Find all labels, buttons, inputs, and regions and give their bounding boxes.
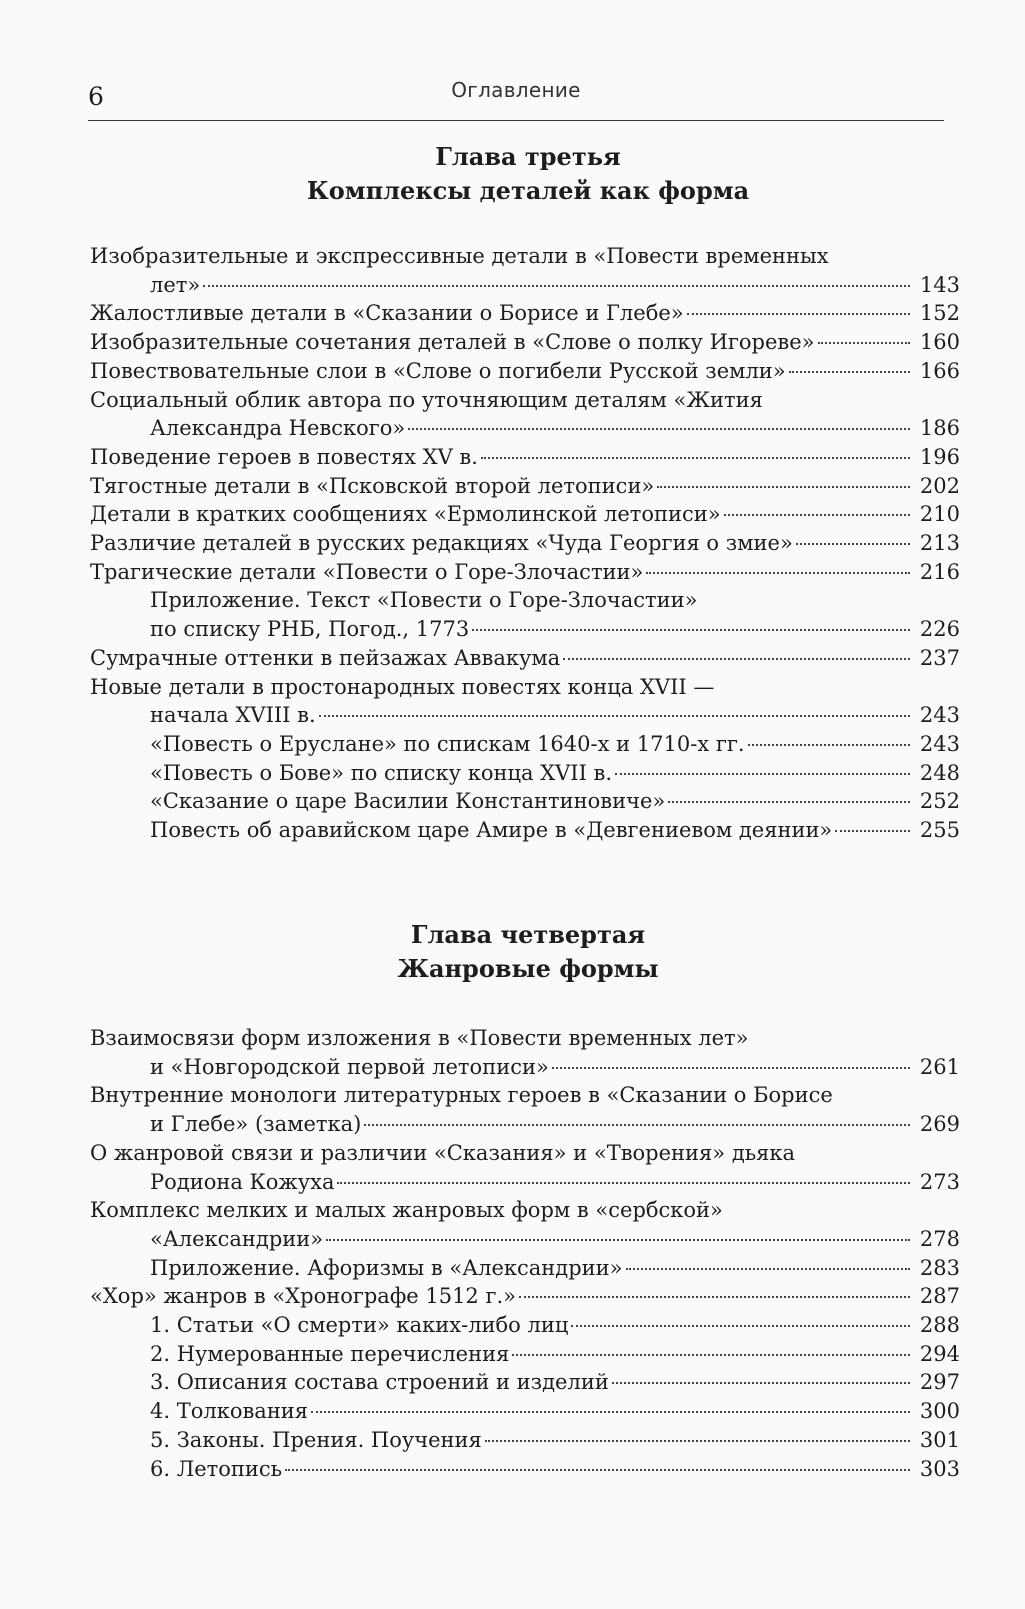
toc-entry bbox=[90, 1081, 960, 1138]
toc-entry bbox=[90, 759, 960, 788]
dot-leader bbox=[311, 1411, 910, 1413]
toc-entry-title: 2. Нумерованные перечисления bbox=[150, 1341, 510, 1366]
chapter-3-heading bbox=[88, 140, 968, 208]
toc-entry-page: 143 bbox=[919, 272, 960, 297]
toc-entry-page: 196 bbox=[919, 444, 960, 469]
dot-leader bbox=[796, 543, 910, 545]
toc-entry bbox=[90, 1426, 960, 1455]
chapter-4-label: Глава четвертая bbox=[410, 920, 646, 949]
toc-entry-title: 6. Летопись bbox=[150, 1456, 283, 1481]
toc-entry-page: 252 bbox=[919, 789, 960, 814]
toc-entry bbox=[90, 1024, 960, 1081]
toc-entry-page: 216 bbox=[919, 559, 960, 584]
toc-entry-page: 269 bbox=[919, 1112, 960, 1137]
toc-entry-title: Изобразительные сочетания деталей в «Слове о полку Игореве» bbox=[90, 330, 815, 355]
toc-entry bbox=[90, 1340, 960, 1369]
toc-entry-page: 300 bbox=[919, 1399, 960, 1424]
toc-entry-title-start: Изобразительные и экспрессивные детали в «Повести временных bbox=[90, 244, 829, 268]
toc-entry-title: Приложение. Афоризмы в «Александрии» bbox=[150, 1255, 623, 1280]
dot-leader bbox=[364, 1124, 910, 1126]
dot-leader bbox=[552, 1067, 910, 1069]
toc-entry bbox=[90, 1196, 960, 1253]
toc-entry bbox=[90, 730, 960, 759]
toc-entry bbox=[90, 529, 960, 558]
dot-leader bbox=[519, 1296, 910, 1298]
toc-entry bbox=[90, 787, 960, 816]
toc-entry-title: лет» bbox=[150, 272, 201, 297]
chapter-4-title: Жанровые формы bbox=[397, 954, 659, 983]
toc-entry-title: и «Новгородской первой летописи» bbox=[150, 1054, 549, 1079]
dot-leader bbox=[472, 629, 910, 631]
dot-leader bbox=[408, 428, 910, 430]
toc-entry-title-start: Взаимосвязи форм изложения в «Повести временных лет» bbox=[90, 1026, 749, 1050]
chapter-3-title: Комплексы деталей как форма bbox=[306, 176, 750, 205]
dot-leader bbox=[687, 313, 910, 315]
toc-entry-page: 166 bbox=[919, 358, 960, 383]
dot-leader bbox=[337, 1182, 910, 1184]
toc-entry-title: «Сказание о царе Василии Константиновиче» bbox=[150, 789, 666, 814]
dot-leader bbox=[789, 371, 910, 373]
toc-entry-title-start: Новые детали в простонародных повестях конца XVII — bbox=[90, 674, 715, 699]
toc-entry-page: 243 bbox=[919, 703, 960, 728]
toc-entry-title: 5. Законы. Прения. Поучения bbox=[150, 1427, 482, 1452]
toc-entry-page: 152 bbox=[919, 301, 960, 326]
toc-entry-title: «Повесть о Бове» по списку конца XVII в. bbox=[150, 760, 613, 785]
dot-leader bbox=[485, 1440, 910, 1442]
toc-entry-page: 273 bbox=[919, 1169, 960, 1194]
dot-leader bbox=[748, 744, 910, 746]
toc-entry-title: «Хор» жанров в «Хронографе 1512 г.» bbox=[90, 1284, 516, 1309]
dot-leader bbox=[724, 514, 910, 516]
toc-entry-title-start: Социальный облик автора по уточняющим деталям «Жития bbox=[90, 387, 763, 412]
toc-entry-page: 303 bbox=[919, 1456, 960, 1481]
toc-entry bbox=[90, 586, 960, 643]
dot-leader bbox=[326, 1239, 910, 1241]
dot-leader bbox=[612, 1382, 910, 1384]
toc-entry bbox=[90, 1397, 960, 1426]
toc-entry-page: 226 bbox=[919, 617, 960, 642]
toc-entry-page: 278 bbox=[919, 1226, 960, 1251]
toc-entry-page: 294 bbox=[919, 1341, 960, 1366]
toc-entry bbox=[90, 357, 960, 386]
dot-leader bbox=[626, 1268, 911, 1270]
toc-entry bbox=[90, 816, 960, 845]
toc-entry-page: 237 bbox=[919, 645, 960, 670]
toc-entry-page: 243 bbox=[919, 731, 960, 756]
chapter-3-contents bbox=[90, 242, 960, 845]
toc-entry bbox=[90, 1139, 960, 1196]
running-title: Оглавление bbox=[451, 78, 581, 102]
toc-entry-page: 160 bbox=[919, 330, 960, 355]
dot-leader bbox=[646, 572, 910, 574]
toc-entry-page: 186 bbox=[919, 416, 960, 441]
dot-leader bbox=[203, 285, 910, 287]
toc-entry-title: «Повесть о Еруслане» по спискам 1640-х и 1710-х гг. bbox=[150, 731, 745, 756]
dot-leader bbox=[512, 1354, 910, 1356]
dot-leader bbox=[835, 830, 910, 832]
toc-entry bbox=[90, 1455, 960, 1484]
toc-entry-page: 213 bbox=[919, 531, 960, 556]
toc-entry bbox=[90, 299, 960, 328]
toc-entry-page: 283 bbox=[919, 1255, 960, 1280]
dot-leader bbox=[657, 486, 910, 488]
toc-entry-title: Повествовательные слои в «Слове о погибели Русской земли» bbox=[90, 358, 786, 383]
toc-entry bbox=[90, 386, 960, 443]
toc-entry bbox=[90, 1282, 960, 1311]
toc-entry-page: 248 bbox=[919, 760, 960, 785]
toc-entry bbox=[90, 1311, 960, 1340]
dot-leader bbox=[571, 1325, 910, 1327]
toc-entry-page: 210 bbox=[919, 502, 960, 527]
toc-entry-title: Детали в кратких сообщениях «Ермолинской летописи» bbox=[90, 502, 721, 527]
toc-entry bbox=[90, 644, 960, 673]
toc-entry bbox=[90, 443, 960, 472]
toc-entry-title: 3. Описания состава строений и изделий bbox=[150, 1370, 609, 1395]
toc-entry bbox=[90, 1368, 960, 1397]
dot-leader bbox=[563, 658, 910, 660]
toc-entry-title-start: Внутренние монологи литературных героев в «Сказании о Борисе bbox=[90, 1083, 833, 1108]
dot-leader bbox=[481, 457, 910, 459]
dot-leader bbox=[615, 773, 910, 775]
toc-entry bbox=[90, 673, 960, 730]
toc-entry-title: Поведение героев в повестях XV в. bbox=[90, 444, 478, 469]
toc-entry bbox=[90, 242, 960, 299]
running-head bbox=[88, 70, 944, 121]
toc-entry-title: «Александрии» bbox=[150, 1226, 324, 1251]
toc-entry-title: начала XVIII в. bbox=[150, 703, 316, 728]
toc-entry-title: Повесть об аравийском царе Амире в «Девгениевом деянии» bbox=[150, 818, 833, 843]
toc-entry-title: и Глебе» (заметка) bbox=[150, 1112, 362, 1137]
toc-entry-page: 202 bbox=[919, 473, 960, 498]
toc-entry bbox=[90, 328, 960, 357]
toc-entry-page: 255 bbox=[919, 818, 960, 843]
toc-entry-title: по списку РНБ, Погод., 1773 bbox=[150, 617, 470, 642]
toc-entry-title: Трагические детали «Повести о Горе-Злочастии» bbox=[90, 559, 644, 584]
page-number: 6 bbox=[88, 82, 104, 111]
dot-leader bbox=[319, 715, 910, 717]
toc-entry-title: Родиона Кожуха bbox=[150, 1169, 335, 1194]
dot-leader bbox=[285, 1469, 910, 1471]
toc-entry-title-start: О жанровой связи и различии «Сказания» и «Творения» дьяка bbox=[90, 1140, 796, 1165]
toc-entry bbox=[90, 1254, 960, 1283]
toc-entry bbox=[90, 472, 960, 501]
toc-entry-page: 287 bbox=[919, 1284, 960, 1309]
toc-entry-title: 4. Толкования bbox=[150, 1399, 309, 1424]
toc-entry-title: Александра Невского» bbox=[150, 416, 406, 441]
toc-entry-page: 261 bbox=[919, 1054, 960, 1079]
toc-entry-title: 1. Статьи «О смерти» каких-либо лиц bbox=[150, 1313, 569, 1338]
chapter-3-label: Глава третья bbox=[435, 142, 621, 171]
toc-entry-title-start: Комплекс мелких и малых жанровых форм в «сербской» bbox=[90, 1198, 723, 1223]
toc-entry-title: Тягостные детали в «Псковской второй летописи» bbox=[90, 473, 655, 498]
chapter-4-contents bbox=[90, 1024, 960, 1483]
toc-entry-page: 297 bbox=[919, 1370, 960, 1395]
toc-entry-page: 288 bbox=[919, 1313, 960, 1338]
toc-entry-page: 301 bbox=[919, 1427, 960, 1452]
chapter-4-heading bbox=[88, 918, 968, 986]
toc-entry-title: Различие деталей в русских редакциях «Чуда Георгия о змие» bbox=[90, 531, 793, 556]
toc-entry bbox=[90, 500, 960, 529]
toc-entry-title-start: Приложение. Текст «Повести о Горе-Злочастии» bbox=[150, 588, 698, 613]
dot-leader bbox=[668, 801, 910, 803]
toc-entry-title: Сумрачные оттенки в пейзажах Аввакума bbox=[90, 645, 561, 670]
toc-entry bbox=[90, 558, 960, 587]
toc-entry-title: Жалостливые детали в «Сказании о Борисе и Глебе» bbox=[90, 301, 684, 326]
dot-leader bbox=[818, 342, 910, 344]
